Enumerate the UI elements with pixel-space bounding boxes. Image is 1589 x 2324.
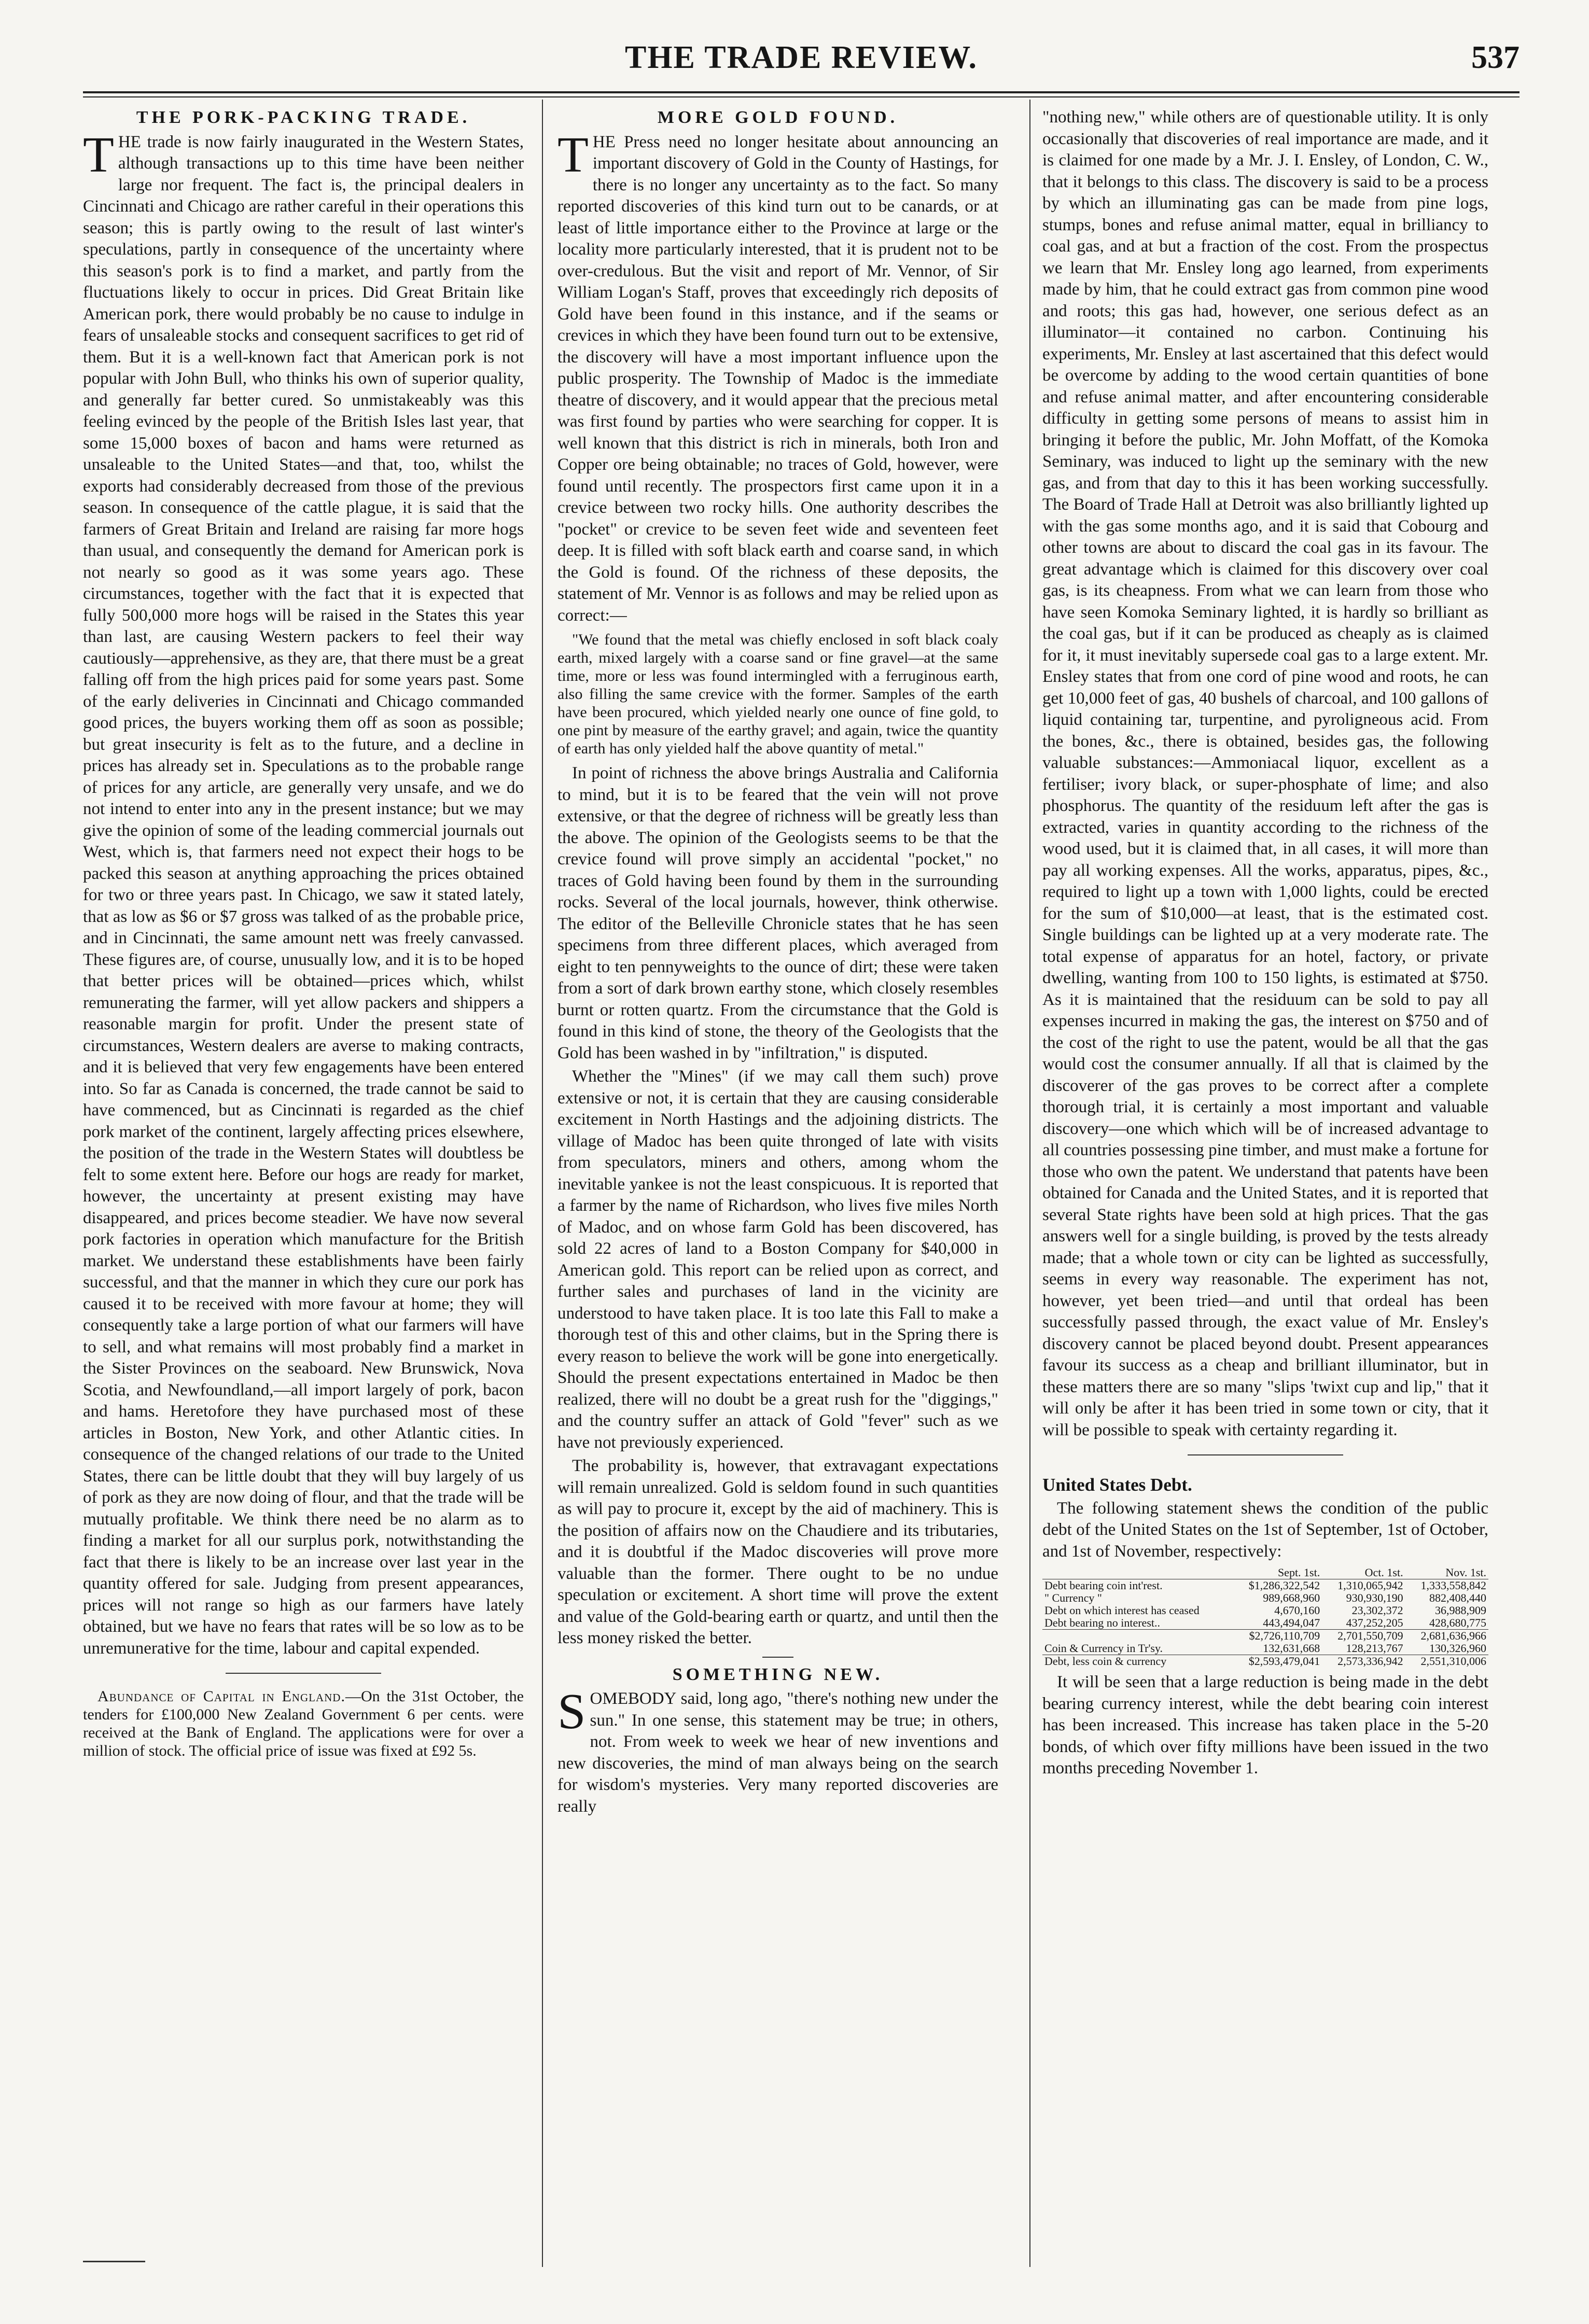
debt-header-cell: Sept. 1st. — [1232, 1566, 1322, 1579]
debt-cell: 23,302,372 — [1351, 1604, 1403, 1617]
article-title-gold: MORE GOLD FOUND. — [657, 108, 899, 127]
debt-cell: 36,988,909 — [1435, 1604, 1486, 1617]
debt-row-label: Debt, less coin & currency — [1042, 1655, 1232, 1668]
column-3 — [1042, 107, 1488, 1782]
debt-title: United States Debt. — [1042, 1475, 1192, 1495]
debt-cell: 1,333,558,842 — [1420, 1579, 1486, 1592]
debt-header-cell: Nov. 1st. — [1405, 1566, 1488, 1579]
debt-cell: 2,701,550,709 — [1322, 1630, 1405, 1643]
publication-title: THE TRADE REVIEW. — [624, 40, 978, 75]
debt-header-cell: Oct. 1st. — [1322, 1566, 1405, 1579]
column-divider — [1029, 100, 1030, 2267]
debt-cell: 882,408,440 — [1429, 1591, 1486, 1604]
section-divider — [1188, 1454, 1343, 1455]
debt-cell: 4,670,160 — [1274, 1604, 1320, 1617]
gold-paragraph — [557, 127, 998, 627]
table-row-total — [1042, 1655, 1488, 1668]
gold-paragraph: Whether the "Mines" (if we may call them such) prove extensive or not, it is certain that they are causing considerable excitement in North Hastings and the adjoining districts. The village of Madoc has been quite thronged of late with visits from speculators, miners and others, among whom the inevitable yankee is not the least conspicuous. It is reported that a farmer by the name of Richardson, who lives five miles North of Madoc, and on whose farm Gold has been discovered, has sold 22 acres of land to a Boston Company for $40,000 in American gold. This report can be relied upon as correct, and further sales and purchases of land in the vicinity are understood to have taken place. It is too late this Fall to make a thorough test of this and other claims, but in the Spring there is every reason to believe the work will be gone into energetically. Should the present expectations entertained in Madoc be then realized, there will no doubt be a great rush for the "diggings," and the country suffer an attack of Gold "fever" such as we have not previously experienced. — [557, 1067, 998, 1452]
debt-cell: $1,286,322,542 — [1248, 1579, 1320, 1592]
column-2 — [557, 107, 998, 1819]
capital-lead: Abundance of Capital in England. — [97, 1688, 345, 1705]
table-row-subtotal — [1042, 1630, 1488, 1643]
debt-row-label: Debt bearing coin int'rest. — [1044, 1579, 1163, 1592]
drop-cap: T — [557, 127, 589, 183]
debt-row-label: " Currency " — [1044, 1591, 1102, 1604]
header-rule-thin — [83, 96, 1520, 97]
gold-paragraph: The probability is, however, that extravagant expectations will remain unrealized. Gold is seldom found in such quantities as will pay to procure it, except by the aid of machinery. This is the position of affairs now on the Chaudiere and its tributaries, and it is doubtful if the Madoc discoveries will prove more valuable than the former. There ought to be no undue speculation or excitement. A short time will prove the extent and value of the Gold-bearing earth or quartz, and until then the less money risked the better. — [557, 1457, 998, 1647]
article-title-something-new: SOMETHING NEW. — [672, 1664, 884, 1684]
table-row — [1042, 1592, 1488, 1604]
pork-paragraph: HE trade is now fairly inaugurated in the Western States, although transactions up to this time have been neither large nor frequent. The fact is, the principal dealers in Cincinnati and Chicago are rather careful in their operations this season; this is partly owing to the result of last winter's speculations, partly in consequence of the uncertainty where this season's pork is to find a market, and partly from the fluctuations likely to occur in prices. Did Great Britain like American pork, there would probably be no cause to indulge in fears of unsaleable stocks and consequent sacrifices to get rid of them. But it is a well-known fact that American pork is not popular with John Bull, who thinks his own of superior quality, and generally far better cured. So unmistakeably was this feeling evinced by the people of the British Isles last year, that some 15,000 boxes of bacon and hams were returned as unsaleable to the United States—and that, too, whilst the exports had considerably decreased from those of the previous season. In consequence of the cattle plague, it is said that the farmers of Great Britain and Ireland are raising far more hogs than usual, and consequently the demand for American pork is not nearly so good as it was some years ago. These circumstances, together with the fact that it is expected that fully 500,000 more hogs will be raised in the States this year than last, are causing Western packers to feel their way cautiously—apprehensive, as they are, that there must be a great falling off from the high prices paid for some years past. Some of the early deliveries in Cincinnati and Chicago commanded good prices, the buyers working them off as soon as possible; but great insecurity is felt as to the future, and a decline in prices has already set in. Speculations as to the probable range of prices for any article, are generally very unsafe, and we do not intend to enter into any in the present instance; but we may give the opinion of some of the leading commercial journals out West, which is, that farmers need not expect their hogs to be packed this season at anything approaching the prices obtained for two or three years past. In Chicago, we saw it stated lately, that as low as $6 or $7 gross was talked of as the probable price, and in Cincinnati, the same amount nett was freely canvassed. These figures are, of course, unusually low, and it is to be hoped that better prices will be obtained—prices which, whilst remunerating the farmer, will yet allow packers and shippers a reasonable margin for profit. Under the present state of circumstances, Western dealers are averse to making contracts, and it is believed that very few engagements have been entered into. So far as Canada is concerned, the trade cannot be said to have commenced, but as Cincinnati is regarded as the chief pork market of the continent, largely affecting prices elsewhere, the position of the trade in the Western States will doubtless be felt to some extent here. Before our hogs are ready for market, however, the uncertainty at present existing may have disappeared, and prices become steadier. We have now several pork factories in operation which manufacture for the British market. We understand these establishments have been fairly successful, and that the manner in which they cure our pork has caused it to be received with more favour at home; they will consequently take a large portion of what our farmers will have to sell, and what remains will most probably find a market in the Sister Provinces on the seaboard. New Brunswick, Nova Scotia, and Newfoundland,—all import largely of pork, bacon and hams. Heretofore they have purchased most of these articles in Boston, New York, and other Atlantic cities. In consequence of the changed relations of our trade to the United States, there can be little doubt that they will buy largely of us of pork as they are now doing of flour, and that the trade will be mutually profitable. We think there need be no alarm as to finding a market for all our surplus pork, notwithstanding the fact that there is likely to be an increase over last year in the quantity offered for sale. Judging from present appearances, prices will not range so high as our farmers have lately obtained, but we have no fears that rates will be so low as to be unremunerative for the time, labour and capital expended. — [83, 132, 524, 1658]
debt-cell: 132,631,668 — [1263, 1642, 1320, 1655]
capital-text: —On the 31st October, the tenders for £100,000 New Zealand Government 6 per cents. were received at the Bank of England. The applications were for over a million of stock. The official price of issue was fixed at £92 5s. — [83, 1688, 524, 1759]
column-1 — [83, 107, 524, 1762]
gold-paragraph: In point of richness the above brings Australia and California to mind, but it is to be feared that the vein will not prove extensive, or that the degree of richness will be greatly less than the above. The opinion of the Geologists seems to be that the crevice found will prove simply an accidental "pocket," no traces of Gold having been found by them in the surrounding rocks. Several of the local journals, however, think otherwise. The editor of the Belleville Chronicle states that he has seen specimens from three different places, which averaged from eight to ten pennyweights to the ounce of dirt; these were taken from a sort of dark brown earthy stone, which closely resembles burnt or rotten quartz. From the circumstance that the Gold is found in this kind of stone, the theory of the Geologists that the Gold has been washed in by "infiltration," is disputed. — [557, 764, 998, 1062]
section-divider — [762, 1657, 793, 1658]
article-body-pork — [83, 127, 524, 1660]
article-title-pork: THE PORK-PACKING TRADE. — [136, 108, 471, 127]
debt-cell: 989,668,960 — [1263, 1591, 1320, 1604]
debt-table — [1042, 1566, 1488, 1668]
table-row — [1042, 1617, 1488, 1630]
drop-cap: T — [83, 127, 114, 183]
debt-cell: 437,252,205 — [1346, 1616, 1403, 1629]
debt-row-label: Coin & Currency in Tr'sy. — [1044, 1642, 1163, 1655]
something-continued: "nothing new," while others are of questionable utility. It is only occasionally that discoveries of real importance are made, and it is claimed for one made by a Mr. J. I. Ensley, of London, C. W., that it belongs to this class. The discovery is said to be a process by which an illuminating gas can be made from pine logs, stumps, bones and refuse animal matter, equal in brilliancy to coal gas, and at but a fraction of the cost. From the prospectus we learn that Mr. Ensley long ago learned, from experiments made by him, that he could extract gas from common pine wood and roots; this gas had, however, one serious defect as an illuminator—it contained no carbon. Continuing his experiments, Mr. Ensley at last ascertained that this defect would be overcome by adding to the wood certain quantities of bone and refuse animal matter, and after encountering considerable difficulty in getting some persons of means to assist him in bringing it before the public, Mr. John Moffatt, of the Komoka Seminary, was induced to light up the seminary with the new gas, and from that day to this it has been working successfully. The Board of Trade Hall at Detroit was also brilliantly lighted up with the gas some months ago, and it is said that Cobourg and other towns are about to discard the coal gas in its favour. The great advantage which is claimed for this discovery over coal gas, is its cheapness. From what we can learn from those who have seen Komoka Seminary lighted, it is hardly so brilliant as the coal gas, but if it can be produced as cheaply as is claimed for it, it must inevitably supersede coal gas to a large extent. Mr. Ensley states that from one cord of pine wood and roots, he can get 10,000 feet of gas, 40 bushels of charcoal, and 100 gallons of liquid containing tar, turpentine, and pyroligneous acid. From the bones, &c., there is obtained, besides gas, the following valuable substances:—Ammoniacal liquor, excellent as a fertiliser; ivory black, or super-phosphate of lime; and also phosphorus. The quantity of the residuum left after the gas is extracted, varies in quantity according to the richness of the wood used, but it is claimed that, in all cases, it will more than pay all working expenses. All the works, apparatus, pipes, &c., required to light up a town with 1,000 lights, could be erected for the sum of $10,000—at least, that is the estimated cost. Single buildings can be lighted up at a very moderate rate. The total expense of apparatus for an hotel, factory, or private dwelling, wanting from 100 to 150 lights, is estimated at $750. As it is maintained that the residuum can be sold to pay all expenses incurred in making the gas, the interest on $750 and of the cost of the right to use the patent, would be all that the gas would cost the consumer annually. If all that is claimed by the discoverer of the gas proves to be correct after a complete thorough trial, it is certainly a most important and valuable discovery—one which which will be of increased advantage to all countries possessing pine timber, and must make a fortune for those who own the patent. We understand that patents have been obtained for Canada and the United States, and it is reported that several State rights have been sold at high prices. That the gas answers well for a single building, is proved by the tests already made; that a whole town or city can be lighted as successfully, seems in every way reasonable. The experiment has not, however, yet been tried—and until that ordeal has been successfully passed through, the exact value of Mr. Ensley's discovery cannot be placed beyond doubt. Present appearances favour its success as a cheap and brilliant illuminator, but in these matters there are so many "slips 'twixt cup and lip," that it will only be after it has been tried in some town or city, that it will be possible to speak with certainty regarding it. — [1042, 108, 1488, 1439]
debt-cell: 2,681,636,966 — [1405, 1630, 1488, 1643]
table-row — [1042, 1642, 1488, 1655]
debt-row-label: Debt bearing no interest.. — [1044, 1616, 1160, 1629]
debt-cell: 930,930,190 — [1346, 1591, 1403, 1604]
footer-rule — [83, 2261, 145, 2262]
section-divider — [226, 1673, 381, 1674]
debt-row-label: Debt on which interest has ceased — [1044, 1604, 1200, 1617]
gold-quote: "We found that the metal was chiefly enclosed in soft black coaly earth, mixed largely with a coarse sand or fine gravel—at the same time, more or less was found intermingled with a ferruginous earth, also filling the same crevice with the former. Samples of the earth have been procured, which yielded nearly one ounce of fine gold, to one pint by measure of the earthy gravel; and again, twice the quantity of earth has only yielded half the above quantity of metal." — [557, 631, 998, 757]
page-number: 537 — [1471, 40, 1520, 75]
something-paragraph-text: OMEBODY said, long ago, "there's nothing new under the sun." In one sense, this statement may be true; in others, not. From week to week we hear of new inventions and new discoveries, the mind of man always being on the search for wisdom's mysteries. Very many reported discoveries are really — [557, 1689, 998, 1816]
debt-cell: 2,573,336,942 — [1322, 1655, 1405, 1668]
table-row — [1042, 1604, 1488, 1617]
article-capital — [83, 1687, 524, 1760]
debt-outro: It will be seen that a large reduction is being made in the debt bearing currency interest, while the debt bearing coin interest has been increased. This increase has taken place in the 5-20 bonds, of which over fifty millions have been issued in the two months preceding November 1. — [1042, 1673, 1488, 1777]
header-rule — [83, 91, 1520, 93]
page-header — [83, 39, 1520, 86]
debt-cell: 443,494,047 — [1263, 1616, 1320, 1629]
debt-cell: 130,326,960 — [1429, 1642, 1486, 1655]
debt-intro: The following statement shews the condition of the public debt of the United States on the 1st of September, 1st of October, and 1st of November, respectively: — [1042, 1499, 1488, 1561]
column-divider — [542, 100, 543, 2267]
debt-cell: 2,551,310,006 — [1405, 1655, 1488, 1668]
debt-cell: 1,310,065,942 — [1337, 1579, 1403, 1592]
debt-cell: $2,726,110,709 — [1232, 1630, 1322, 1643]
drop-cap: S — [557, 1684, 586, 1740]
gold-paragraph-text: HE Press need no longer hesitate about announcing an important discovery of Gold in the County of Hastings, for there is no longer any uncertainty as to the fact. So many reported discoveries of this kind turn out to be canards, or at least of little importance either to the Province at large or the locality more particularly interested, that it is prudent not to be over-credulous. But the visit and report of Mr. Vennor, of Sir William Logan's Staff, proves that exceedingly rich deposits of Gold have been found in this instance, and if the seams or crevices in which they have been found turn out to be extensive, the discovery will have a most important influence upon the public prosperity. The Township of Madoc is the immediate theatre of discovery, and it would appear that the precious metal was first found by parties who were searching for copper. It is well known that this district is rich in minerals, both Iron and Copper ore being obtainable; no traces of Gold, however, were found until recently. The prospectors first came upon it in a crevice between two rocky hills. One authority describes the "pocket" or crevice to be seven feet wide and seventeen feet deep. It is filled with soft black earth and coarse sand, in which the Gold is found. Of the richness of these deposits, the statement of Mr. Vennor is as follows and may be relied upon as correct:— — [557, 132, 998, 625]
debt-row-label — [1042, 1630, 1232, 1643]
debt-table-header — [1042, 1566, 1488, 1579]
debt-header-cell — [1042, 1566, 1232, 1579]
something-paragraph — [557, 1684, 998, 1817]
debt-cell: 128,213,767 — [1346, 1642, 1403, 1655]
table-row — [1042, 1579, 1488, 1592]
debt-cell: $2,593,479,041 — [1232, 1655, 1322, 1668]
debt-cell: 428,680,775 — [1429, 1616, 1486, 1629]
